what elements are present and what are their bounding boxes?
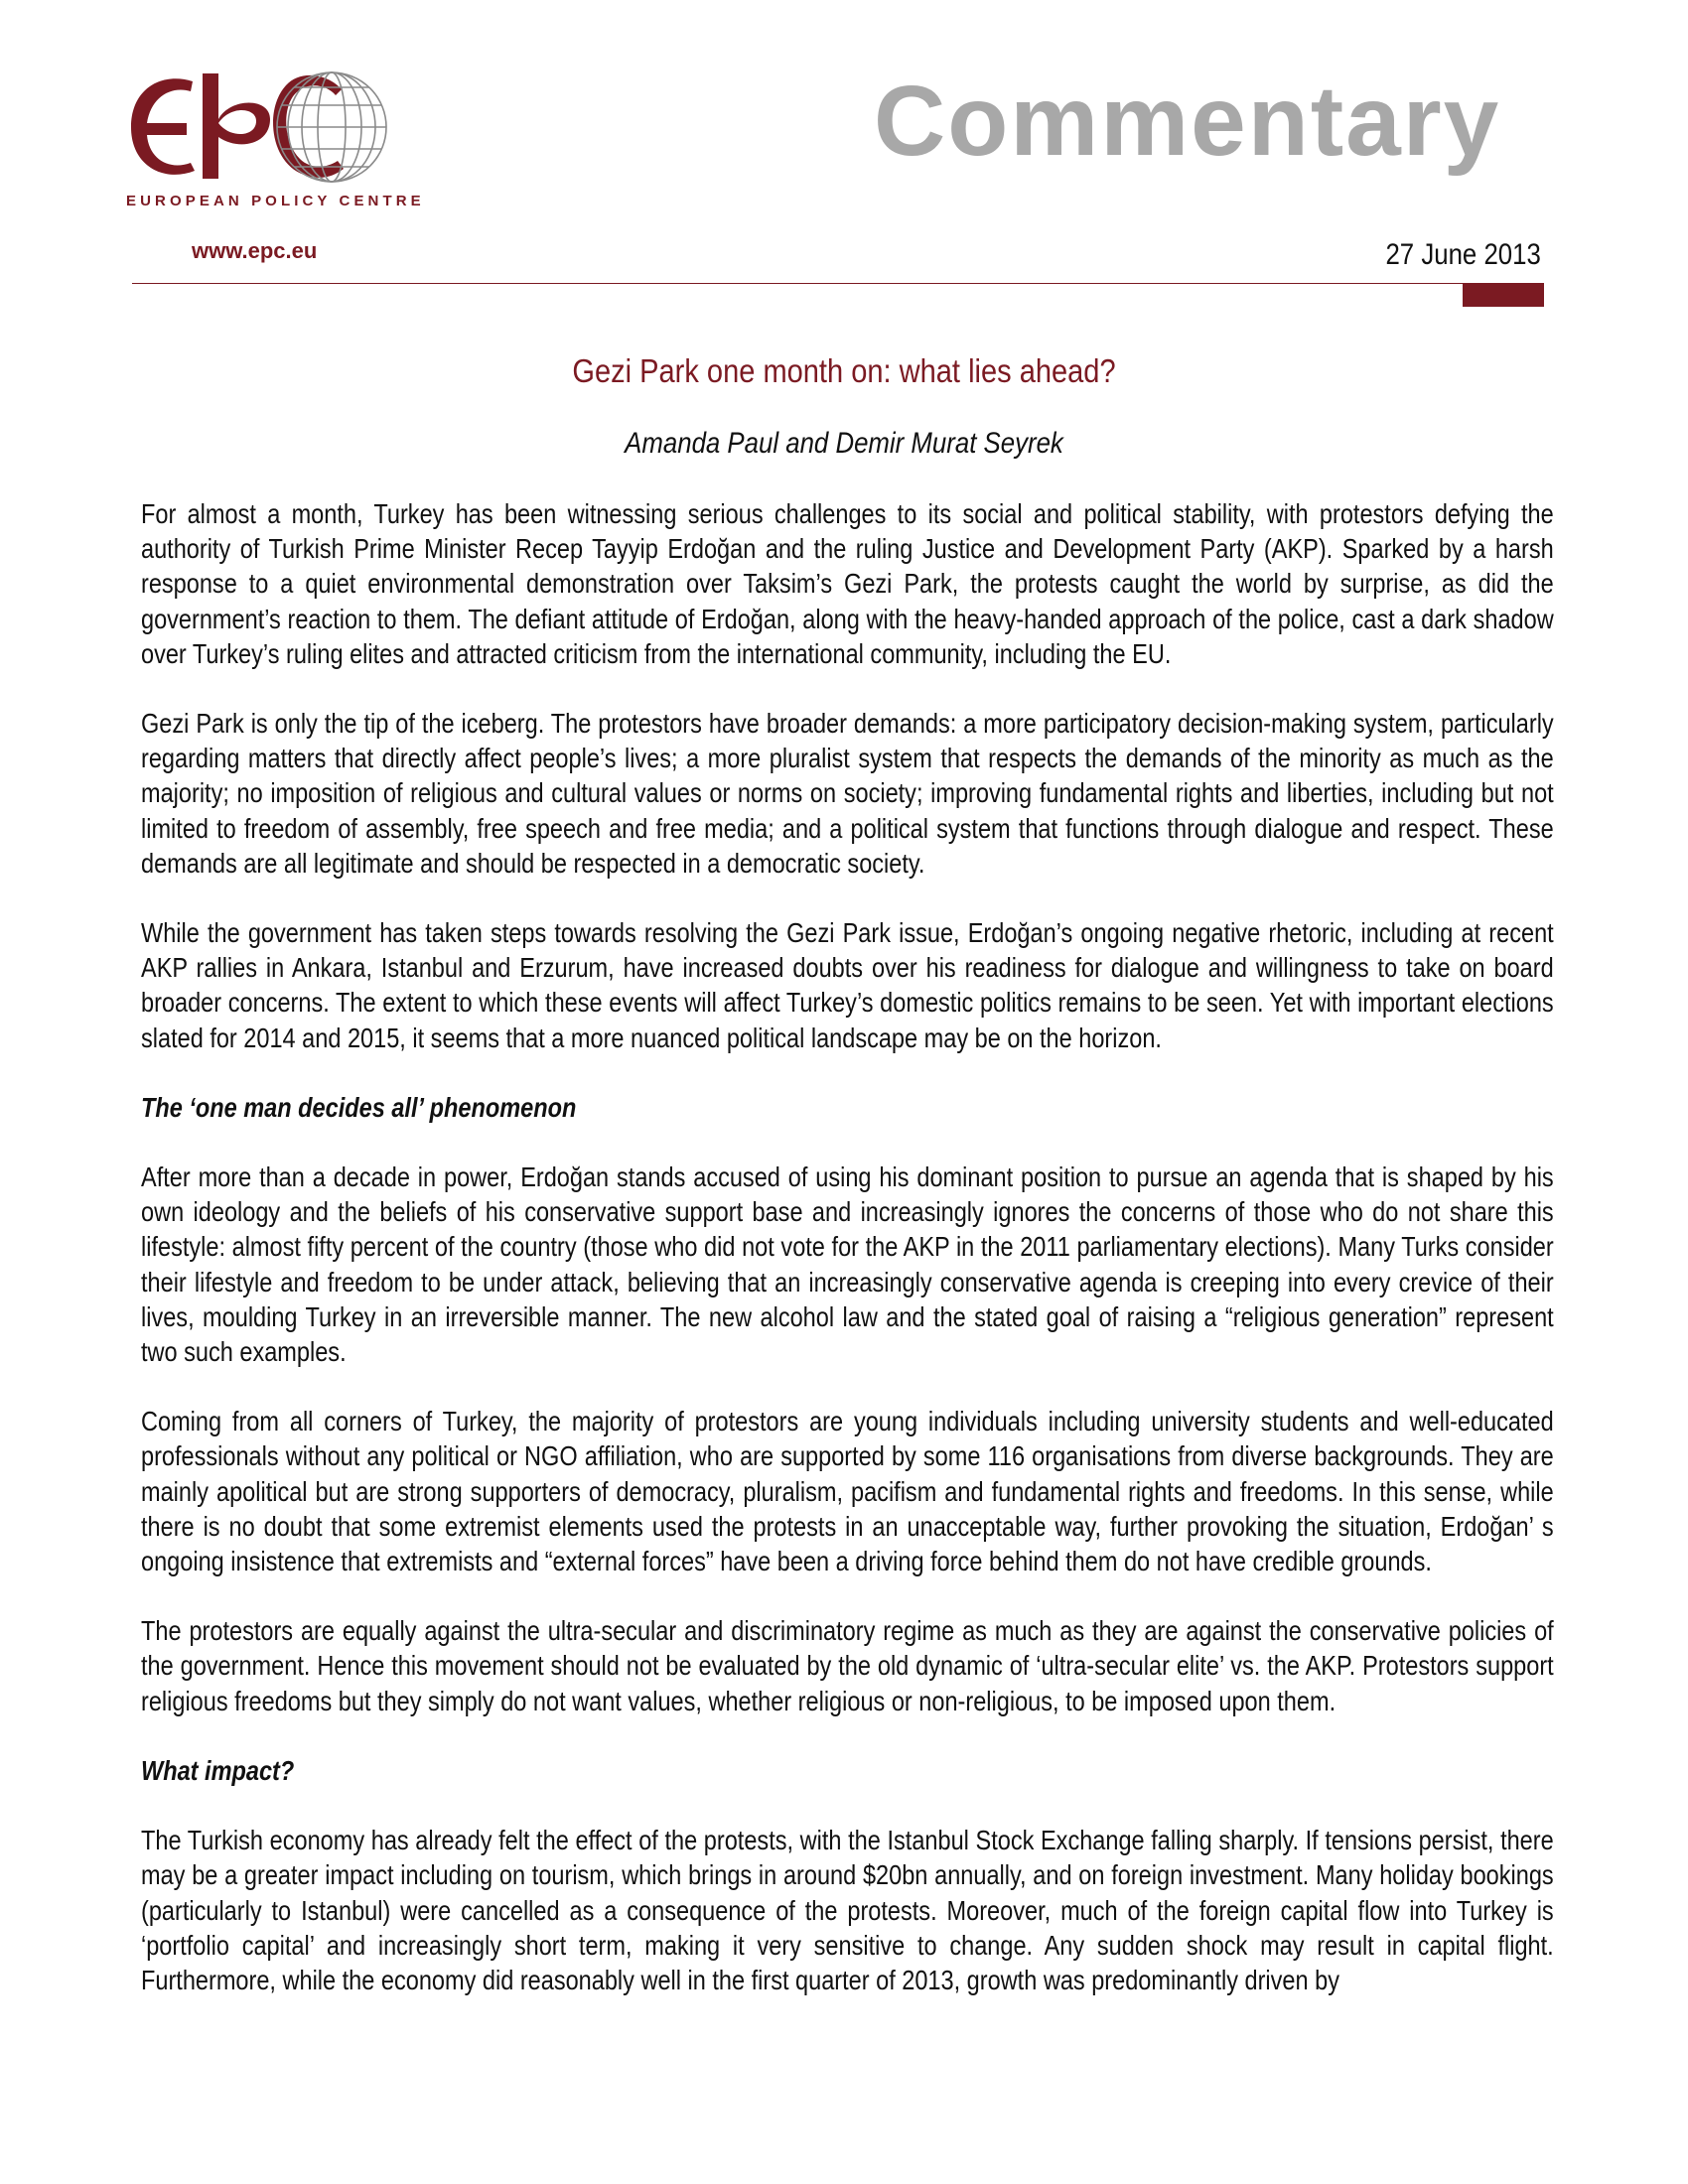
paragraph: After more than a decade in power, Erdoğan stands accused of using his dominant position to pursue an agenda that is shaped by his own ideology and the beliefs of his conservative support base and increasingly ignores the concerns of those who do not share this lifestyle: almost fifty percent of the country (those who did not vote for the AKP in the 2011 parliamentary elections). Many Turks consider their lifestyle and freedom to be under attack, believing that an increasingly conservative agenda is creeping into every crevice of their lives, moulding Turkey in an irreversible manner. The new alcohol law and the stated goal of raising a “religious generation” represent two such examples. bbox=[141, 1161, 1554, 1368]
epc-logo-graphic bbox=[121, 68, 419, 197]
section-heading: The ‘one man decides all’ phenomenon bbox=[141, 1091, 577, 1123]
paragraph: The protestors are equally against the ultra-secular and discriminatory regime as much as they are against the conservative policies of the government. Hence this movement should not be evaluated by the old dynamic of ‘ultra-secular elite’ vs. the AKP. Protestors support religious freedoms but they simply do not want values, whether religious or non-religious, to be imposed upon them. bbox=[141, 1615, 1554, 1716]
logo-tagline: EUROPEAN POLICY CENTRE bbox=[126, 193, 425, 209]
paragraph: For almost a month, Turkey has been witnessing serious challenges to its social and political stability, with protestors defying the authority of Turkish Prime Minister Recep Tayyip Erdoğan and the ruling Justice and Development Party (AKP). Sparked by a harsh response to a quiet environmental demonstration over Taksim’s Gezi Park, the protests caught the world by surprise, as did the government’s reaction to them. The defiant attitude of Erdoğan, along with the heavy-handed approach of the police, cast a dark shadow over Turkey’s ruling elites and attracted criticism from the international community, including the EU. bbox=[141, 498, 1554, 669]
article-body bbox=[141, 496, 1554, 2032]
publication-date: 27 June 2013 bbox=[1385, 238, 1541, 271]
header-accent-block bbox=[1463, 284, 1544, 307]
paragraph: The Turkish economy has already felt the effect of the protests, with the Istanbul Stock Exchange falling sharply. If tensions persist, there may be a greater impact including on tourism, which brings in around $20bn annually, and on foreign investment. Many holiday bookings (particularly to Istanbul) were cancelled as a consequence of the protests. Moreover, much of the foreign capital flow into Turkey is ‘portfolio capital’ and increasingly short term, making it very sensitive to change. Any sudden shock may result in capital flight. Furthermore, while the economy did reasonably well in the first quarter of 2013, growth was predominantly driven by bbox=[141, 1825, 1554, 1995]
paragraph: While the government has taken steps towards resolving the Gezi Park issue, Erdoğan’s ongoing negative rhetoric, including at recent AKP rallies in Ankara, Istanbul and Erzurum, have increased doubts over his readiness for dialogue and willingness to take on board broader concerns. The extent to which these events will affect Turkey’s domestic politics remains to be seen. Yet with important elections slated for 2014 and 2015, it seems that a more nuanced political landscape may be on the horizon. bbox=[141, 917, 1554, 1053]
website-link[interactable]: www.epc.eu bbox=[192, 238, 318, 263]
header-divider bbox=[132, 283, 1544, 284]
article-title: Gezi Park one month on: what lies ahead? bbox=[572, 352, 1116, 389]
paragraph: Gezi Park is only the tip of the iceberg. The protestors have broader demands: a more participatory decision-making system, particularly regarding matters that directly affect people’s lives; a more pluralist system that respects the demands of the minority as much as the majority; no imposition of religious and cultural values or norms on society; improving fundamental rights and liberties, including but not limited to freedom of assembly, free speech and free media; and a political system that functions through dialogue and respect. These demands are all legitimate and should be respected in a democratic society. bbox=[141, 708, 1554, 879]
document-type-label: Commentary bbox=[874, 66, 1501, 177]
article-authors: Amanda Paul and Demir Murat Seyrek bbox=[625, 427, 1063, 460]
paragraph: Coming from all corners of Turkey, the majority of protestors are young individuals including university students and well-educated professionals without any political or NGO affiliation, who are supported by some 116 organisations from diverse backgrounds. They are mainly apolitical but are strong supporters of democracy, pluralism, pacifism and fundamental rights and freedoms. In this sense, while there is no doubt that some extremist elements used the protests in an unacceptable way, further provoking the situation, Erdoğan’ s ongoing insistence that extremists and “external forces” have been a driving force behind them do not have credible grounds. bbox=[141, 1406, 1554, 1577]
section-heading: What impact? bbox=[141, 1754, 295, 1786]
